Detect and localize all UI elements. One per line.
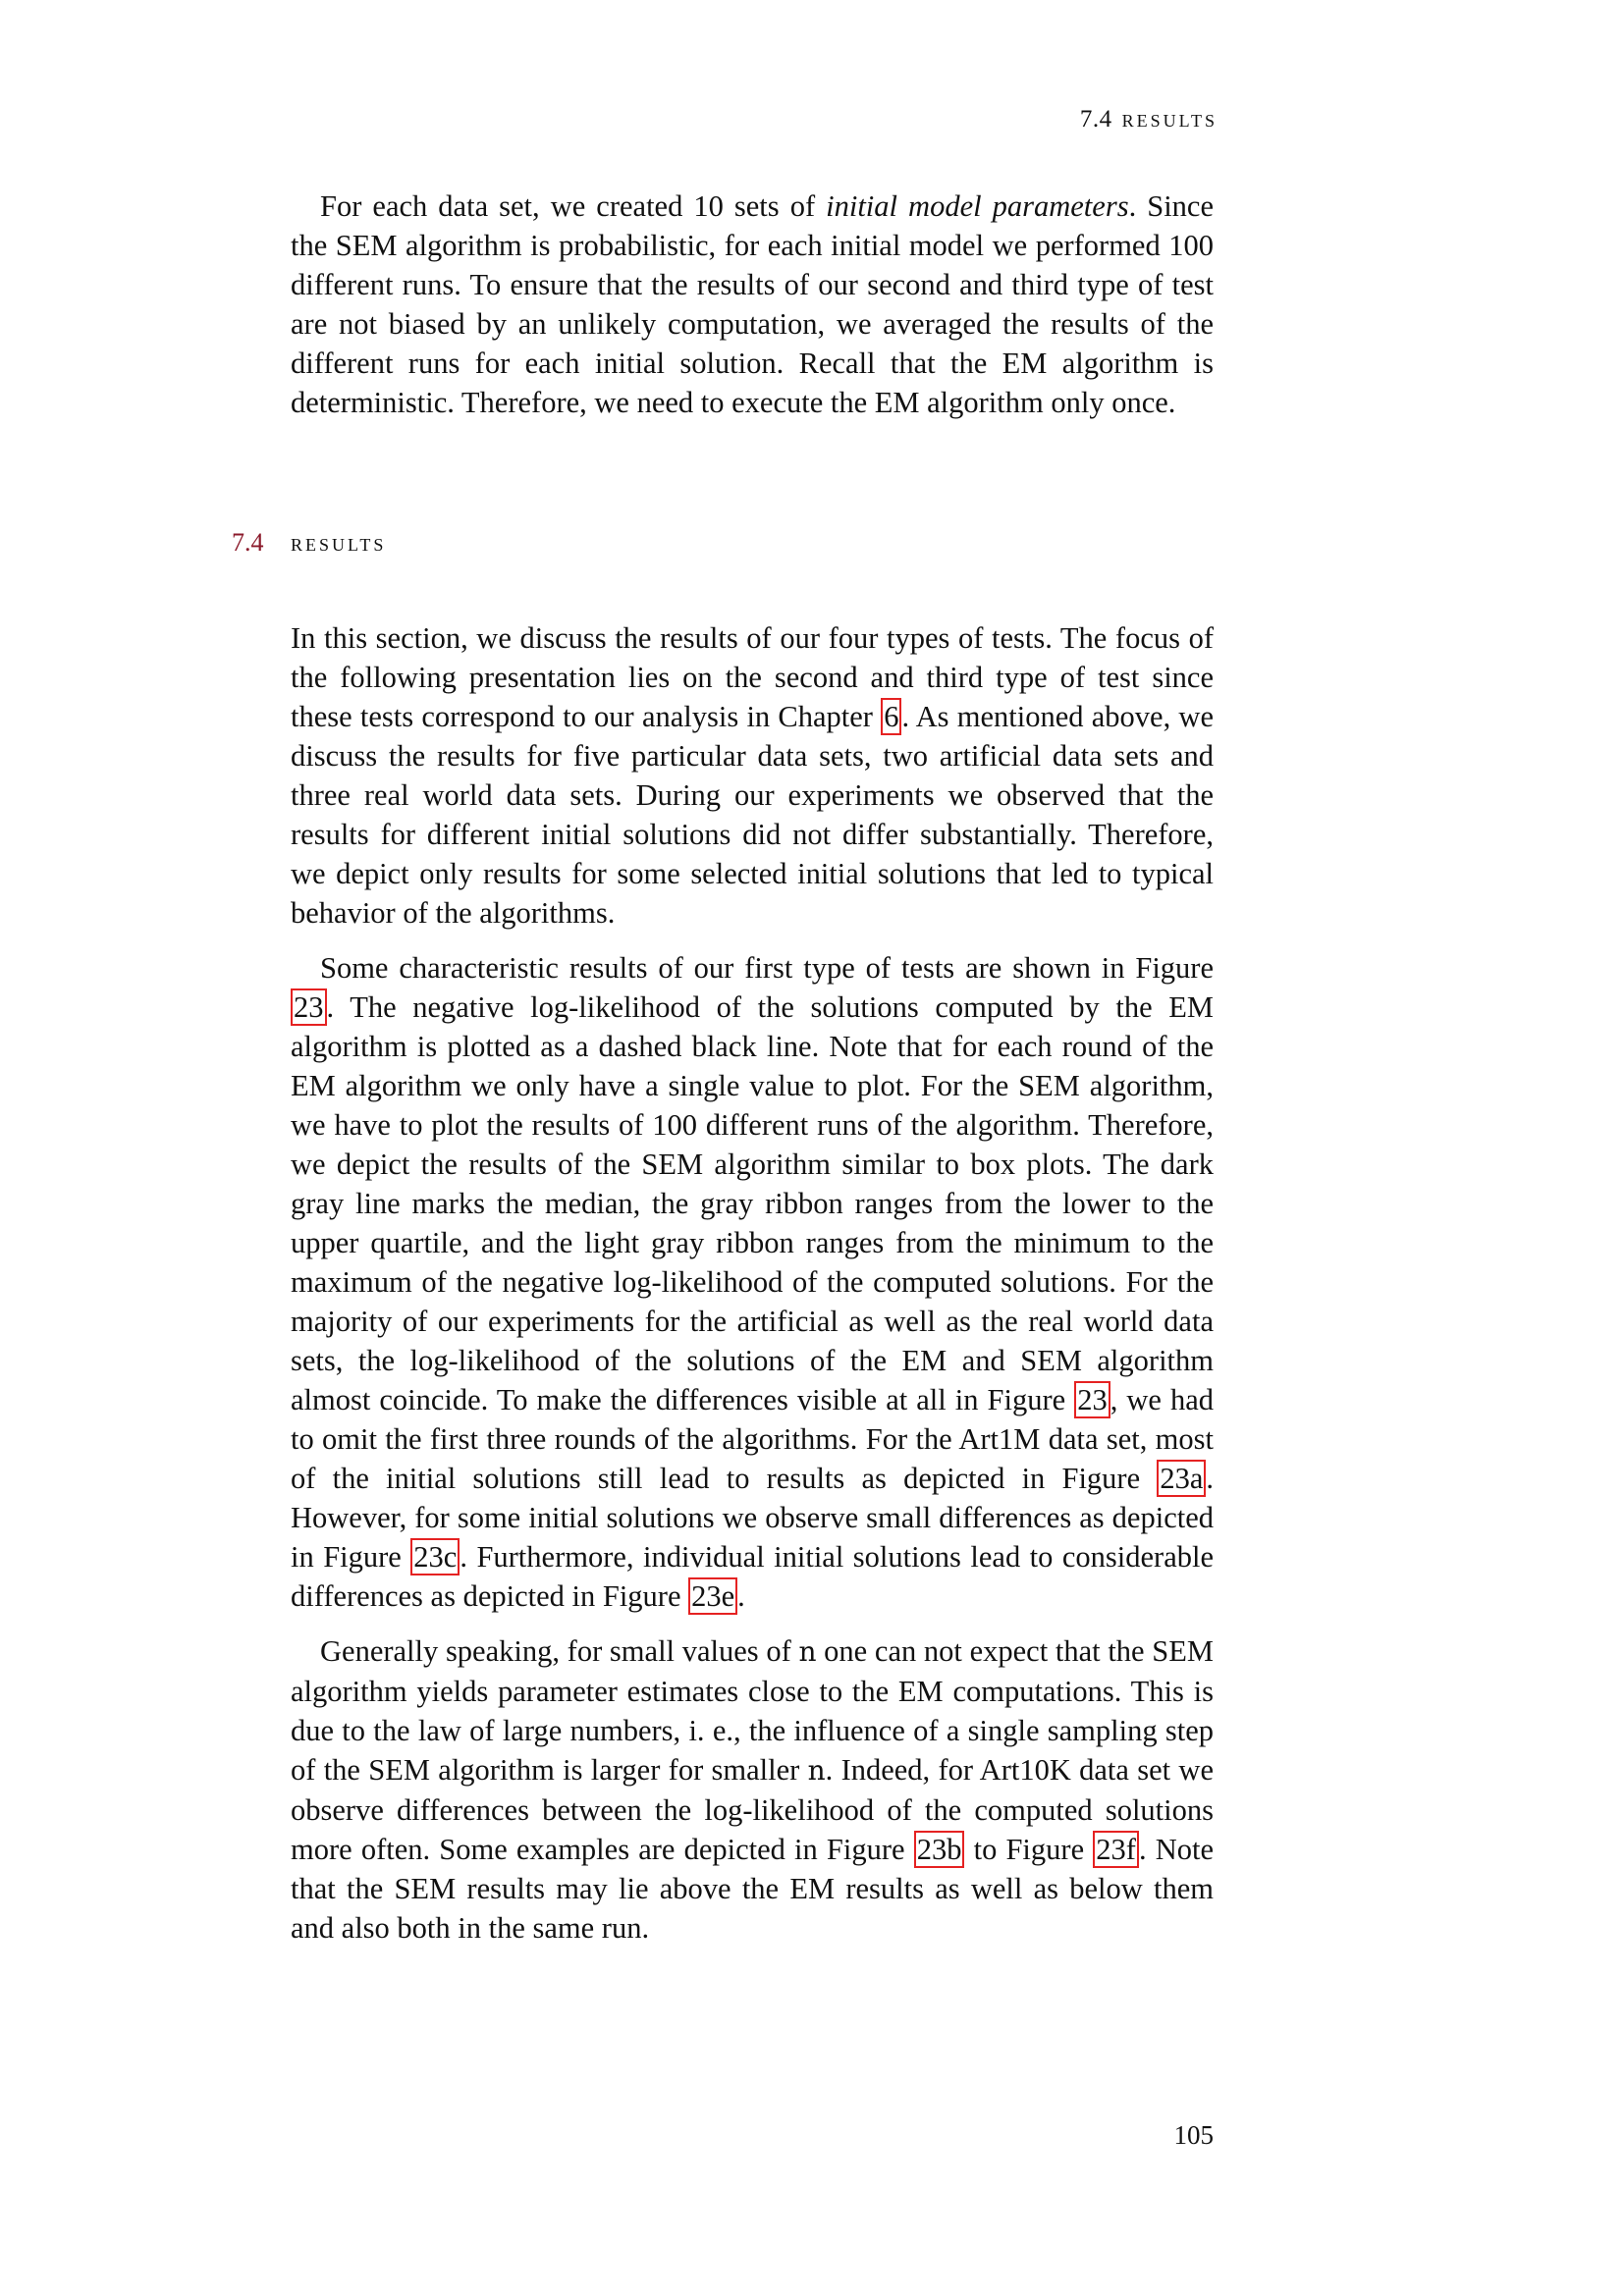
section-number: 7.4 [232, 528, 264, 557]
running-header [1080, 106, 1218, 133]
page-number: 105 [1173, 2120, 1214, 2150]
figure-link[interactable]: 23e [688, 1577, 737, 1615]
intro-block [291, 187, 1214, 422]
text-run: . Since the SEM algorithm is probabilistic, for each initial model we performed 100 different runs. To ensure that the results of our second and third type of test are not biased by an unlikely computation, we averaged the results of the different runs for each initial solution. Recall that the EM algorithm is deterministic. Therefore, we need to execute the EM algorithm only once. [291, 189, 1214, 419]
math-symbol: n [807, 1754, 826, 1787]
running-header-title: results [1121, 106, 1218, 133]
figure-link[interactable]: 23f [1093, 1831, 1139, 1868]
figure-link[interactable]: 23c [410, 1538, 460, 1575]
figure-link[interactable]: 23a [1157, 1460, 1206, 1497]
text-run: . Note that the SEM results may lie above the EM results as well as below them and also both in the same run. [291, 1833, 1214, 1945]
results-paragraph-3 [291, 1631, 1214, 1948]
text-run: For each data set, we created 10 sets of [320, 189, 827, 223]
results-block [291, 618, 1214, 1948]
section-title: results [291, 528, 387, 557]
text-run: . However, for some initial solutions we observe small differences as depicted in Figure [291, 1462, 1214, 1574]
section-heading [232, 528, 386, 558]
text-run: . As mentioned above, we discuss the results for five particular data sets, two artificial data sets and three real world data sets. During our experiments we observed that the results for different initial solutions did not differ substantially. Therefore, we depict only results for some selected initial solutions that led to typical behavior of the algorithms. [291, 700, 1214, 930]
text-run: Generally speaking, for small values of [320, 1634, 799, 1668]
results-paragraph-1 [291, 618, 1214, 933]
text-run: . Furthermore, individual initial solutions lead to considerable differences as depicted in Figure [291, 1540, 1214, 1613]
text-run: In this section, we discuss the results of our four types of tests. The focus of the following presentation lies on the second and third type of test since these tests correspond to our analysis in Chapter [291, 621, 1214, 733]
figure-link[interactable]: 23 [291, 988, 327, 1026]
results-paragraph-2 [291, 948, 1214, 1616]
math-symbol: n [798, 1635, 817, 1668]
text-run: . Indeed, for Art10K data set we observe differences between the log-likelihood of the computed solutions more often. Some examples are depicted in Figure [291, 1753, 1214, 1866]
chapter-link[interactable]: 6 [881, 698, 901, 735]
text-run: Some characteristic results of our first type of tests are shown in Figure [320, 951, 1214, 985]
text-run: , we had to omit the first three rounds of the algorithms. For the Art1M data set, most of the initial solutions still lead to results as depicted in Figure [291, 1383, 1214, 1495]
text-run: one can not expect that the SEM algorithm yields parameter estimates close to the EM computations. This is due to the law of large numbers, i. e., the influence of a single sampling step of the SEM algorithm is larger for smaller [291, 1634, 1214, 1787]
emphasis-text: initial model parameters [826, 189, 1129, 223]
figure-link[interactable]: 23 [1074, 1381, 1110, 1418]
figure-link[interactable]: 23b [914, 1831, 965, 1868]
intro-paragraph [291, 187, 1214, 422]
text-run: . [737, 1579, 745, 1613]
running-header-section-number: 7.4 [1079, 106, 1112, 133]
text-run: . The negative log-likelihood of the solutions computed by the EM algorithm is plotted as a dashed black line. Note that for each round of the EM algorithm we only have a single value to plot. For the SEM algorithm, we have to plot the results of 100 different runs of the algorithm. Therefore, we depict the results of the SEM algorithm similar to box plots. The dark gray line marks the median, the gray ribbon ranges from the lower to the upper quartile, and the light gray ribbon ranges from the minimum to the maximum of the negative log-likelihood of the computed solutions. For the majority of our experiments for the artificial as well as the real world data sets, the log-likelihood of the solutions of the EM and SEM algorithm almost coincide. To make the differences visible at all in Figure [291, 990, 1214, 1416]
text-run: to Figure [964, 1833, 1094, 1866]
